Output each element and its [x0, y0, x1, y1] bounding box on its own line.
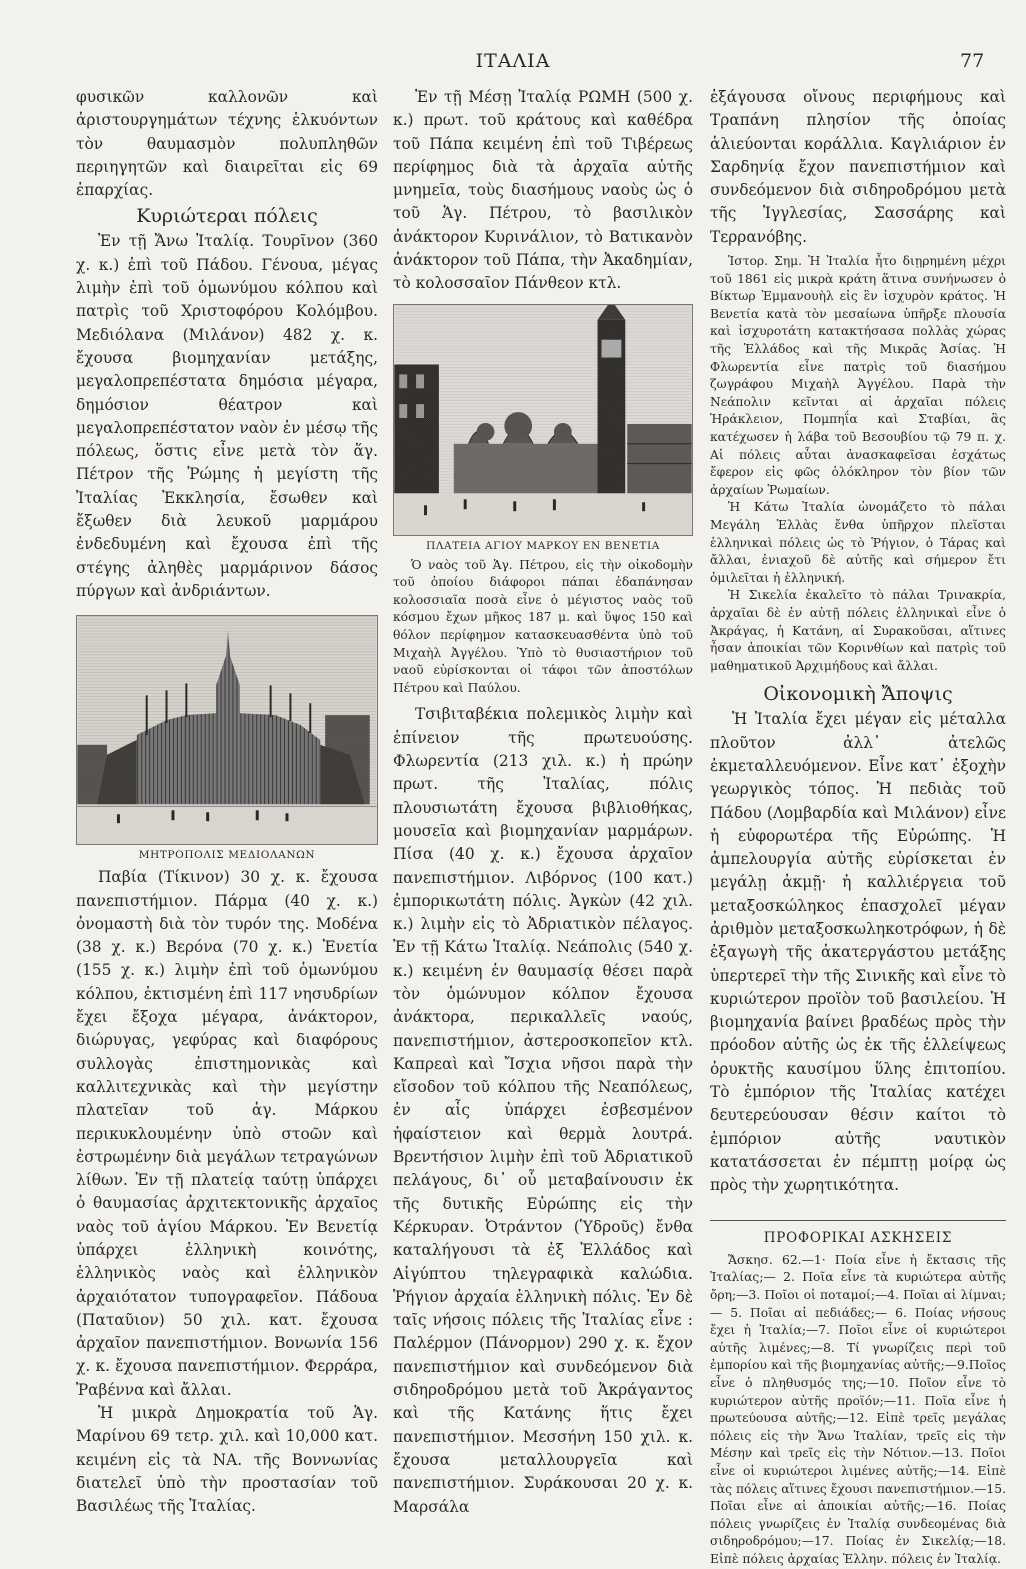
economy-paragraph: Ἡ Ἰταλία ἔχει μέγαν εἰς μέταλλα πλοῦτον ἀλλ᾽ ἀτελῶς ἐκμεταλλευόμενον. Εἶνε κατ᾽ ἐξοχὴν γεωργικὸς τόπος. Ἡ πεδιὰς τοῦ Πάδου (Λομβαρδία καὶ Μιλάνον) εἶνε ἡ εὐφορωτέρα τῆς Εὐρώπης. Ἡ ἀμπελουργία αὐτῆς εὑρίσκεται ἐν μεγάλῃ ἀκμῇ· ἡ καλλιέργεια τοῦ μεταξοσκώληκος ἐπασχολεῖ μέγαν ἀριθμὸν μεταξοσκωληκοτρόφων, ἡ δὲ ἐξαγωγὴ τῆς ἀκατεργάστου μετάξης ὑπερτερεῖ τὴν τῆς Σινικῆς καὶ εἶνε τὸ κυριώτερον προϊὸν τοῦ βασιλείου. Ἡ βιομηχανία βαίνει βραδέως πρὸς τὴν πρόοδον αὐτῆς ὡς ἐκ τῆς ἐλλείψεως ὀρυκτῆς καυσίμου ὕλης ἐπιτοπίου. Τὸ ἐμπόριον τῆς Ἰταλίας κατέχει δευτερεύουσαν θέσιν καίτοι τὸ ἐμπόριον αὐτῆς ναυτικὸν κατατάσσεται ἐν πέμπτῃ μοίρᾳ ὡς πρὸς τὴν χωρητικότητα. — [710, 710, 1006, 1195]
milan-cathedral-engraving — [76, 615, 378, 845]
milan-caption: ΜΗΤΡΟΠΟΛΙΣ ΜΕΔΙΟΛΑΝΩΝ — [138, 849, 316, 862]
st-mark-square-engraving — [393, 304, 693, 536]
intro-paragraph: φυσικῶν καλλονῶν καὶ ἀριστουργημάτων τέχνης ἑλκυόντων τὸν θαυμασμὸν πολυπληθῶν περιηγητῶν καὶ διαιρεῖται εἰς 69 ἐπαρχίας. — [76, 88, 378, 200]
history-note: Ἱστορ. Σημ. Ἡ Ἰταλία ἦτο διῃρημένη μέχρι τοῦ 1861 εἰς μικρὰ κράτη ἅτινα συνήνωσεν ὁ Βίκτωρ Ἐμμανουὴλ εἰς ἓν ἰσχυρὸν κράτος. Ἡ Βενετία κατὰ τὸν μεσαίωνα ὑπῆρξε πλουσία καὶ ἰσχυροτάτη κατακτήσασα πολλὰς χώρας τῆς Ἑλλάδος καὶ τῆς Μικρᾶς Ἀσίας. Ἡ Φλωρεντία εἶνε πατρὶς τοῦ διασήμου ζωγράφου Μιχαὴλ Ἀγγέλου. Παρὰ τὴν Νεάπολιν κεῖνται αἱ ἀρχαῖαι πόλεις Ἡράκλειον, Πομπηΐα καὶ Σταβίαι, ἃς κατέχωσεν ἡ λάβα τοῦ Βεσουβίου τῷ 79 π. χ. Αἱ πόλεις αὗται ἀνασκαφεῖσαι ἐσχάτως ἔφερον εἰς φῶς ὁλόκληρον τὸν βίον τῶν ἀρχαίων Ῥωμαίων. — [710, 254, 1006, 497]
left-column — [76, 86, 378, 1519]
exercises-heading: ΠΡΟΦΟΡΙΚΑΙ ΑΣΚΗΣΕΙΣ — [763, 1229, 953, 1246]
st-peter-note: Ὁ ναὸς τοῦ Ἁγ. Πέτρου, εἰς τὴν οἰκοδομὴν τοῦ ὁποίου διάφοροι πάπαι ἐδαπάνησαν κολοσσιαῖα ποσὰ εἶνε ὁ μέγιστος ναὸς τοῦ κόσμου ἔχων μῆκος 187 μ. καὶ ὕψος 150 καὶ θόλον περίφημον κατασκευασθέντα ὑπὸ τοῦ Μιχαὴλ Ἀγγέλου. Ὑπὸ τὸ θυσιαστήριον τοῦ ναοῦ εὑρίσκονται οἱ τάφοι τῶν ἀποστόλων Πέτρου καὶ Παύλου. — [393, 557, 693, 695]
exercises-list: Ἄσκησ. 62.—1· Ποία εἶνε ἡ ἔκτασις τῆς Ἰταλίας;— 2. Ποῖα εἶνε τὰ κυριώτερα αὐτῆς ὄρη;—3. Ποῖοι οἱ ποταμοί;—4. Ποῖαι αἱ λίμναι;— 5. Ποῖαι αἱ πεδιάδες;— 6. Ποίας νήσους ἔχει ἡ Ἰταλία;—7. Ποῖοι εἶνε οἱ κυριώτεροι αὐτῆς λιμένες;—8. Τί γνωρίζεις περὶ τοῦ ἐμπορίου καὶ τῆς βιομηχανίας αὐτῆς;—9.Ποῖος εἶνε ὁ πληθυσμός της;—10. Ποῖον εἶνε τὸ κυριώτερον αὐτῆς προϊόν;—11. Ποῖα εἶνε ἡ πρωτεύουσα αὐτῆς;—12. Εἰπὲ τρεῖς μεγάλας πόλεις εἰς τὴν Ἄνω Ἰταλίαν, τρεῖς εἰς τὴν Μέσην καὶ τρεῖς εἰς τὴν Νότιον.—13. Ποῖοι εἶνε οἱ κυριώτεροι λιμένες αὐτῆς;—14. Εἰπὲ τὰς πόλεις αἵτινες ἔχουσι πανεπιστήμιον.—15. Ποῖαι εἶνε αἱ ἀποικίαι αὐτῆς;—16. Ποίας πόλεις γνωρίζεις ἐν Ἰταλίᾳ συνδεομένας διὰ σιδηροδρόμου;—17. Ποίας ἐν Σικελίᾳ;—18. Εἰπὲ πόλεις ἀρχαίας Ἑλλην. πόλεις ἐν Ἰταλίᾳ. — [710, 1252, 1006, 1566]
rome-paragraph: Ἐν τῇ Μέσῃ Ἰταλίᾳ ΡΩΜΗ (500 χ. κ.) πρωτ. τοῦ κράτους καὶ καθέδρα τοῦ Πάπα κειμένη ἐπὶ τοῦ Τιβέρεως περίφημος διὰ τὰ ἀρχαῖα αὐτῆς μνημεῖα, τοὺς διασήμους ναοὺς ὡς ὁ τοῦ Ἁγ. Πέτρου, τὸ βασιλικὸν ἀνάκτορον Κυρινάλιον, τὸ Βατικανὸν ἀνάκτορον τοῦ Πάπα, τὴν Ἀκαδημίαν, τὸ κολοσσαῖον Πάνθεον κτλ. — [393, 88, 693, 293]
venice-caption: ΠΛΑΤΕΙΑ ΑΓΙΟΥ ΜΑΡΚΟΥ ΕΝ ΒΕΝΕΤΙΑ — [426, 539, 660, 552]
middle-column — [393, 86, 693, 1519]
lower-italy-note: Ἡ Κάτω Ἰταλία ὠνομάζετο τὸ πάλαι Μεγάλη Ἑλλὰς ἔνθα ὑπῆρχον πλεῖσται ἑλληνικαὶ πόλεις ὡς τὸ Ῥήγιον, ὁ Τάρας καὶ ἄλλαι, ἐνιαχοῦ δὲ αὐτῆς καὶ σήμερον ἔτι ὁμιλεῖται ἡ ἑλληνική. — [710, 500, 1006, 585]
cities-heading: Κυριώτεραι πόλεις — [136, 205, 318, 228]
sicily-note: Ἡ Σικελία ἐκαλεῖτο τὸ πάλαι Τρινακρία, ἀρχαῖαι δὲ ἐν αὐτῇ πόλεις ἑλληνικαὶ εἶνε ὁ Ἀκράγας, ἡ Κατάνη, αἱ Συρακοῦσαι, αἵτινες ἦσαν ἀποικίαι τῶν Κορινθίων καὶ πατρὶς τοῦ μαθηματικοῦ Ἀρχιμήδους καὶ ἄλλαι. — [710, 588, 1006, 673]
continuation-paragraph: ἐξάγουσα οἴνους περιφήμους καὶ Τραπάνη πλησίον τῆς ὁποίας ἁλιεύονται κοράλλια. Καγλιάριον ἐν Σαρδηνίᾳ ἔχον πανεπιστήμιον καὶ συνδεόμενον διὰ σιδηροδρόμου μετὰ τῆς Ἰγγλεσίας, Σασσάρης καὶ Τερρανόβης. — [710, 88, 1006, 246]
section-divider — [710, 1220, 1006, 1221]
page-header-title: ΙΤΑΛΙΑ — [475, 50, 551, 72]
upper-italy-paragraph: Ἐν τῇ Ἄνω Ἰταλίᾳ. Τουρῖνον (360 χ. κ.) ἐπὶ τοῦ Πάδου. Γένουα, μέγας λιμὴν ἐπὶ τοῦ ὁμωνύμου κόλπου καὶ πατρὶς τοῦ Χριστοφόρου Κολόμβου. Μεδιόλανα (Μιλάνον) 482 χ. κ. ἔχουσα βιομηχανίαν μετάξης, μεγαλοπρεπέστατα δημόσια μέγαρα, δημόσιον θέατρον καὶ μεγαλοπρεπέστατον ναὸν ἐν μέσῳ τῆς πόλεως, ὅστις εἶνε μετὰ τὸν ἅγ. Πέτρον τῆς Ῥώμης ἡ μεγίστη τῆς Ἰταλίας Ἐκκλησία, ἔσωθεν καὶ ἔξωθεν διὰ λευκοῦ μαρμάρου ἐνδεδυμένη καὶ ἔχουσα ἐπὶ τῆς στέγης ἀληθὲς μαρμάρινον δάσος πύργων καὶ ἀνδριάντων. — [76, 232, 378, 600]
civitavecchia-paragraph: Τσιβιταβέκια πολεμικὸς λιμὴν καὶ ἐπίνειον τῆς πρωτευούσης. Φλωρεντία (213 χιλ. κ.) ἡ πρώην πρωτ. τῆς Ἰταλίας, πόλις πλουσιωτάτη ἔχουσα βιβλιοθήκας, μουσεῖα καὶ βιομηχανίαν μαρμάρων. Πίσα (40 χ. κ.) ἔχουσα ἀρχαῖον πανεπιστήμιον. Λιβόρνος (100 κατ.) ἐμπορικωτάτη πόλις. Ἀγκὼν (42 χιλ. κ.) λιμὴν εἰς τὸ Ἀδριατικὸν πέλαγος. Ἐν τῇ Κάτω Ἰταλίᾳ. Νεάπολις (540 χ. κ.) κειμένη ἐν θαυμασίᾳ θέσει παρὰ τὸν ὁμώνυμον κόλπον ἔχουσα ἀνάκτορα, περικαλλεῖς ναούς, πανεπιστήμιον, ἀστεροσκοπεῖον κτλ. Καπρεαὶ καὶ Ἴσχια νῆσοι παρὰ τὴν εἴσοδον τοῦ κόλπου τῆς Νεαπόλεως, ἐν αἷς ὑπάρχει ἐσβεσμένον ἡφαίστειον καὶ θερμὰ λουτρά. Βρεντήσιον λιμὴν ἐπὶ τοῦ Ἀδριατικοῦ πελάγους, δι᾽ οὗ μεταβαίνουσιν ἐκ τῆς δυτικῆς Εὐρώπης εἰς τὴν Κέρκυραν. Ὀτράντον (Ὑδροῦς) ἔνθα καταλήγουσι τὰ ἐξ Ἑλλάδος καὶ Αἰγύπτου τηλεγραφικὰ καλώδια. Ῥήγιον ἀρχαία ἑλληνικὴ πόλις. Ἐν δὲ ταῖς νήσοις πόλεις τῆς Ἰταλίας εἶνε : Παλέρμον (Πάνορμον) 290 χ. κ. ἔχον πανεπιστήμιον καὶ συνδεόμενον διὰ σιδηροδρόμου μετὰ τοῦ Ἀκράγαντος καὶ τῆς Κατάνης ἥτις ἔχει πανεπιστήμιον. Μεσσήνη 150 χιλ. κ. ἔχουσα μεταλλουργεῖα καὶ πανεπιστήμιον. Συράκουσαι 20 χ. κ. Μαρσάλα — [393, 705, 693, 1516]
economy-heading: Οἰκονομικὴ Ἄποψις — [763, 683, 953, 706]
right-column — [710, 86, 1006, 1569]
page-number: 77 — [960, 50, 985, 72]
san-marino-paragraph: Ἡ μικρὰ Δημοκρατία τοῦ Ἁγ. Μαρίνου 69 τετρ. χιλ. καὶ 10,000 κατ. κειμένη εἰς τὰ ΝΑ. τῆς Βοννωνίας διατελεῖ ὑπὸ τὴν προστασίαν τοῦ Βασιλέως τῆς Ἰταλίας. — [76, 1404, 378, 1516]
pavia-paragraph: Παβία (Τίκινον) 30 χ. κ. ἔχουσα πανεπιστήμιον. Πάρμα (40 χ. κ.) ὀνομαστὴ διὰ τὸν τυρόν της. Μοδένα (38 χ. κ.) Βερόνα (70 χ. κ.) Ἐνετία (155 χ. κ.) λιμὴν ἐπὶ τοῦ ὁμωνύμου κόλπου, ἐκτισμένη ἐπὶ 117 νησυδρίων ἔχει ἔξοχα μέγαρα, ἀνάκτορον, διώρυγας, γεφύρας καὶ διαφόρους συλλογὰς ἐπιστημονικὰς καὶ καλλιτεχνικὰς καὶ τὴν μεγίστην πλατεῖαν τοῦ ἁγ. Μάρκου περικυκλουμένην ὑπὸ στοῶν καὶ ἐστρωμένην διὰ μεγάλων τετραγώνων λίθων. Ἐν τῇ πλατείᾳ ταύτῃ ὑπάρχει ὁ θαυμασίας ἀρχιτεκτονικῆς ἀρχαῖος ναὸς τοῦ ἁγίου Μάρκου. Ἐν Βενετίᾳ ὑπάρχει ἑλληνικὴ κοινότης, ἑλληνικὸς ναὸς καὶ ἑλληνικὸν ἀρχαιότατον τυπογραφεῖον. Πάδουα (Παταῦιον) 50 χιλ. κατ. ἔχουσα ἀρχαῖον πανεπιστήμιον. Βονωνία 156 χ. κ. ἔχουσα πανεπιστήμιον. Φερράρα, Ῥαβέννα καὶ ἄλλαι. — [76, 868, 378, 1399]
